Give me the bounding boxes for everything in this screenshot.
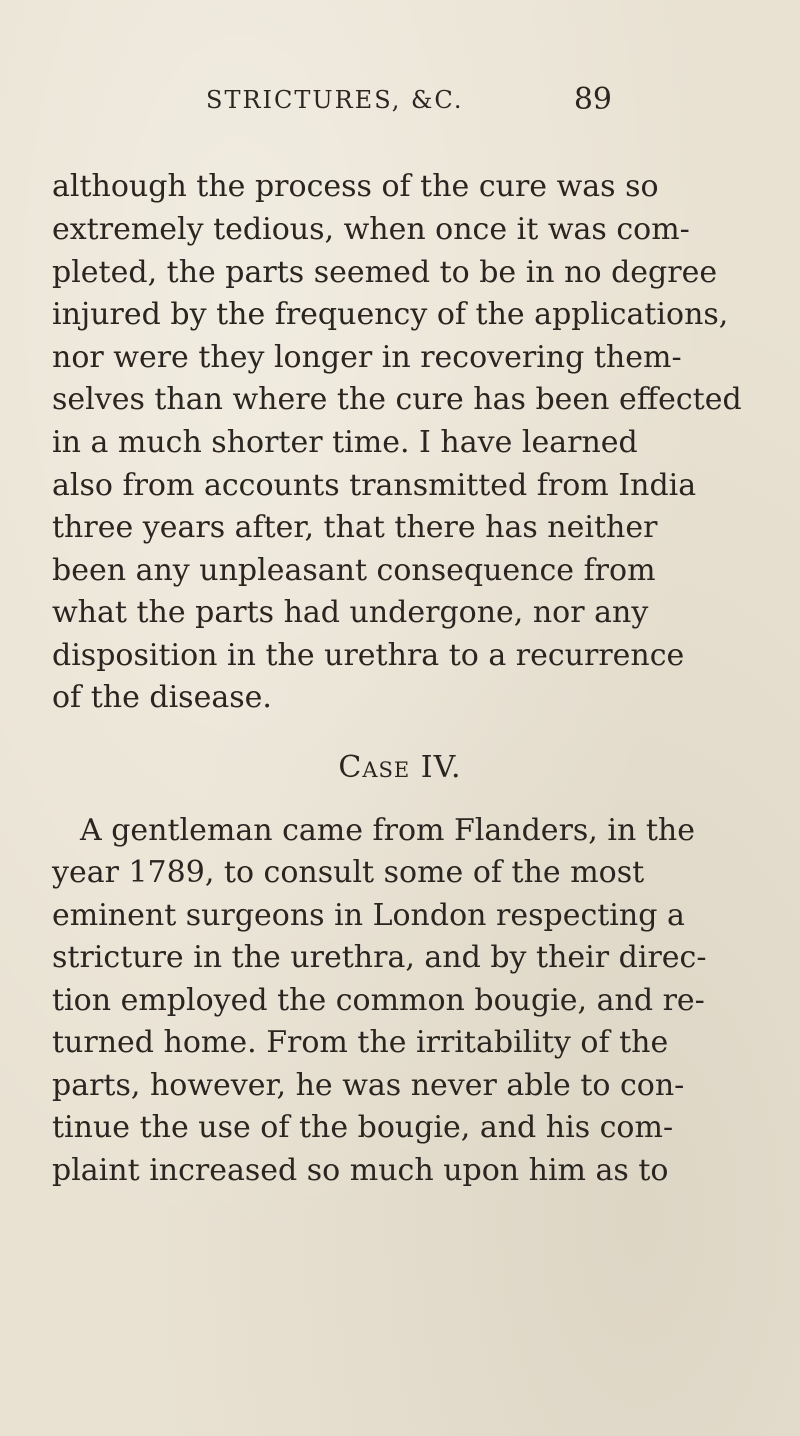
page-header	[0, 82, 800, 126]
text-line: disposition in the urethra to a recurrence	[52, 637, 685, 673]
text-line: turned home. From the irritability of the	[52, 1025, 669, 1061]
text-line: eminent surgeons in London respecting a	[52, 897, 685, 933]
text-line: been any unpleasant consequence from	[52, 552, 656, 588]
text-line: pleted, the parts seemed to be in no degree	[52, 254, 718, 290]
text-line: what the parts had undergone, nor any	[52, 595, 649, 631]
text-line: in a much shorter time. I have learned	[52, 424, 638, 460]
text-line: stricture in the urethra, and by their direc-	[52, 940, 707, 976]
text-line: tion employed the common bougie, and re-	[52, 982, 705, 1018]
case-heading-text: Case IV.	[338, 750, 462, 786]
text-line: plaint increased so much upon him as to	[52, 1152, 669, 1188]
case-heading	[0, 750, 800, 785]
text-line: also from accounts transmitted from India	[52, 467, 697, 503]
text-line: although the process of the cure was so	[52, 169, 659, 204]
text-line: A gentleman came from Flanders, in the	[80, 812, 695, 848]
text-line: of the disease.	[52, 680, 272, 716]
text-line: injured by the frequency of the applications,	[52, 297, 729, 333]
text-line: nor were they longer in recovering them-	[52, 339, 682, 375]
page-number: 89	[573, 82, 612, 117]
text-line: three years after, that there has neither	[52, 510, 658, 546]
text-line: extremely tedious, when once it was com-	[52, 212, 690, 248]
text-line: selves than where the cure has been effected	[52, 382, 742, 418]
running-head: STRICTURES, &C.	[206, 86, 464, 114]
text-line: tinue the use of the bougie, and his com-	[52, 1110, 674, 1146]
text-line: parts, however, he was never able to con-	[52, 1067, 685, 1103]
text-line: year 1789, to consult some of the most	[52, 855, 645, 891]
